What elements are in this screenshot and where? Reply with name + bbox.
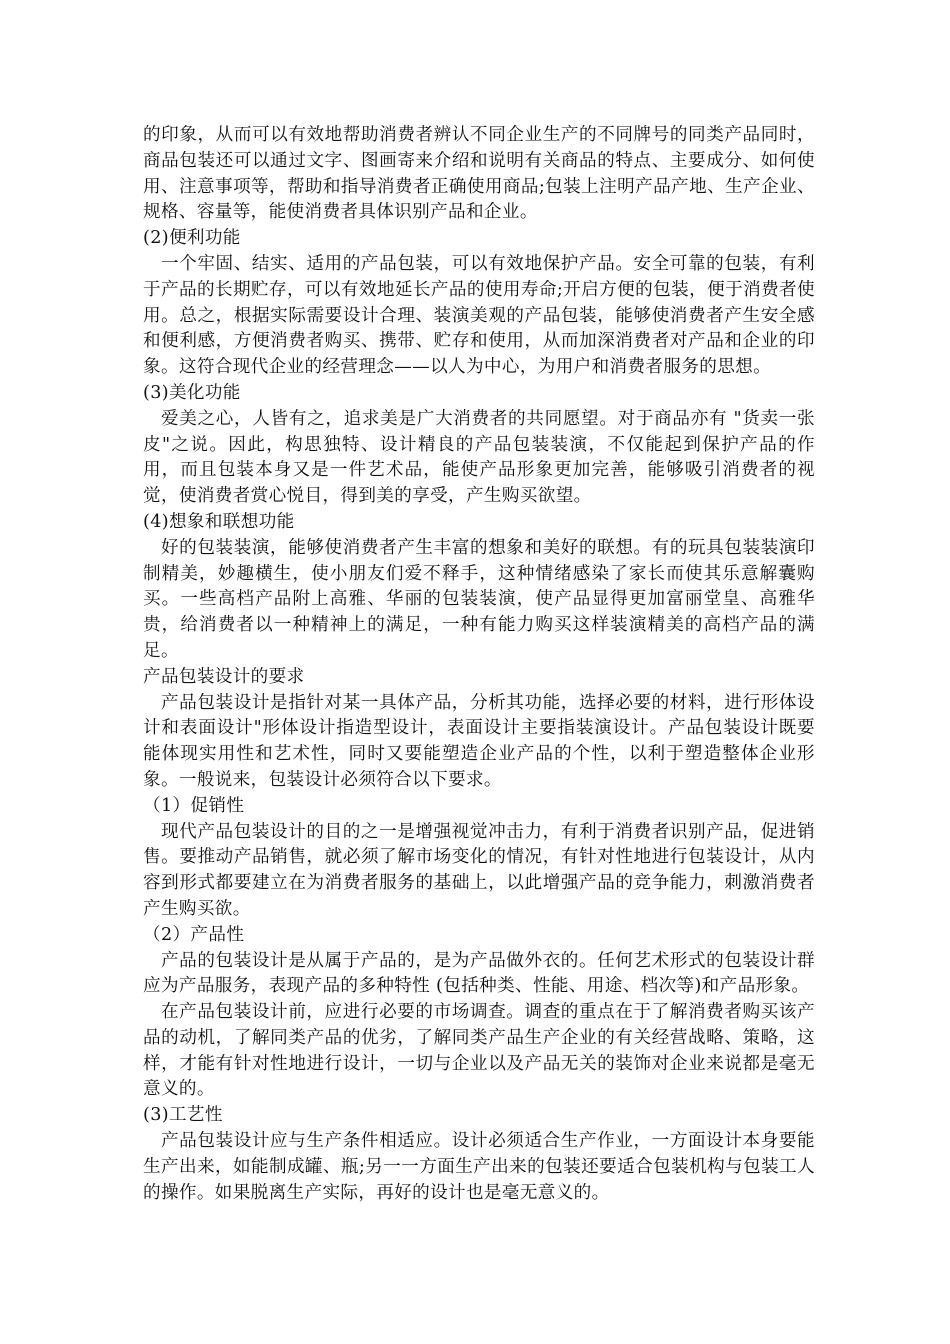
paragraph-craftsmanship: 产品包装设计应与生产条件相适应。设计必须适合生产作业，一方面设计本身要能生产出来，如能制成罐、瓶;另一一方面生产出来的包装还要适合包装机构与包装工人的操作。如果脱离生产实际，再好的设计也是毫无意义的。 <box>143 1131 815 1203</box>
paragraph-convenience-function: 一个牢固、结实、适用的产品包装，可以有效地保护产品。安全可靠的包装，有利于产品的长期贮存，可以有效地延长产品的使用寿命;开启方便的包装，便于消费者使用。总之，根据实际需要设计合理、装演美观的产品包装，能够使消费者产生安全感和便利感，方便消费者购买、携带、贮存和使用，从而加深消费者对产品和企业的印象。这符合现代企业的经营理念——以人为中心，为用户和消费者服务的思想。 <box>143 253 815 378</box>
heading-convenience-function: (2)便利功能 <box>143 228 241 249</box>
paragraph-promotional: 现代产品包装设计的目的之一是增强视觉冲击力，有利于消费者识别产品，促进销售。要推动产品销售，就必须了解市场变化的情况，有针对性地进行包装设计，从内容到形式都要建立在为消费者服务的基础上，以此增强产品的竞争能力，刺激消费者产生购买欲。 <box>143 821 815 919</box>
paragraph-market-research: 在产品包装设计前，应进行必要的市场调查。调查的重点在于了解消费者购买该产品的动机，了解同类产品的优劣，了解同类产品生产企业的有关经营战略、策略，这样，才能有针对性地进行设计，一切与企业以及产品无关的装饰对企业来说都是毫无意义的。 <box>143 1002 815 1100</box>
heading-imagination-association-function: (4)想象和联想功能 <box>143 511 295 532</box>
document-body <box>143 123 815 1206</box>
heading-packaging-design-requirements: 产品包装设计的要求 <box>143 666 305 687</box>
heading-product-nature: （2）产品性 <box>143 924 245 945</box>
paragraph-imagination-association-function: 好的包装装演，能够使消费者产生丰富的想象和美好的联想。有的玩具包装装演印制精美，妙趣横生，使小朋友们爱不释手，这种情绪感染了家长而使其乐意解囊购买。一些高档产品附上高雅、华丽的包装装演，使产品显得更加富丽堂皇、高雅华贵，给消费者以一种精神上的满足，一种有能力购买这样装演精美的高档产品的满足。 <box>143 537 815 661</box>
paragraph-product-identification-continued: 的印象，从而可以有效地帮助消费者辨认不同企业生产的不同牌号的同类产品同时，商品包装还可以通过文字、图画寄来介绍和说明有关商品的特点、主要成分、如何使用、注意事项等，帮助和指导消费者正确使用商品;包装上注明产品产地、生产企业、规格、容量等，能使消费者具体识别产品和企业。 <box>143 125 815 223</box>
heading-beautification-function: (3)美化功能 <box>143 382 241 403</box>
paragraph-packaging-design-requirements: 产品包装设计是指针对某一具体产品，分析其功能，选择必要的材料，进行形体设计和表面设计"形体设计指造型设计，表面设计主要指装演设计。产品包装设计既要能体现实用性和艺术性，同时又要能塑造企业产品的个性，以利于塑造整体企业形象。一般说来，包装设计必须符合以下要求。 <box>143 692 815 790</box>
paragraph-product-nature: 产品的包装设计是从属于产品的，是为产品做外衣的。任何艺术形式的包装设计群应为产品服务，表现产品的多种特性 (包括种类、性能、用途、档次等)和产品形象。 <box>143 950 815 997</box>
heading-promotional: （1）促销性 <box>143 795 245 816</box>
paragraph-beautification-function: 爱美之心，人皆有之，追求美是广大消费者的共同愿望。对于商品亦有 "货卖一张皮"之说。因此，构思独特、设计精良的产品包装装演，不仅能起到保护产品的作用，而且包装本身又是一件艺术品，能使产品形象更加完善，能够吸引消费者的视觉，使消费者赏心悦目，得到美的享受，产生购买欲望。 <box>143 408 815 507</box>
heading-craftsmanship: (3)工艺性 <box>143 1105 223 1126</box>
